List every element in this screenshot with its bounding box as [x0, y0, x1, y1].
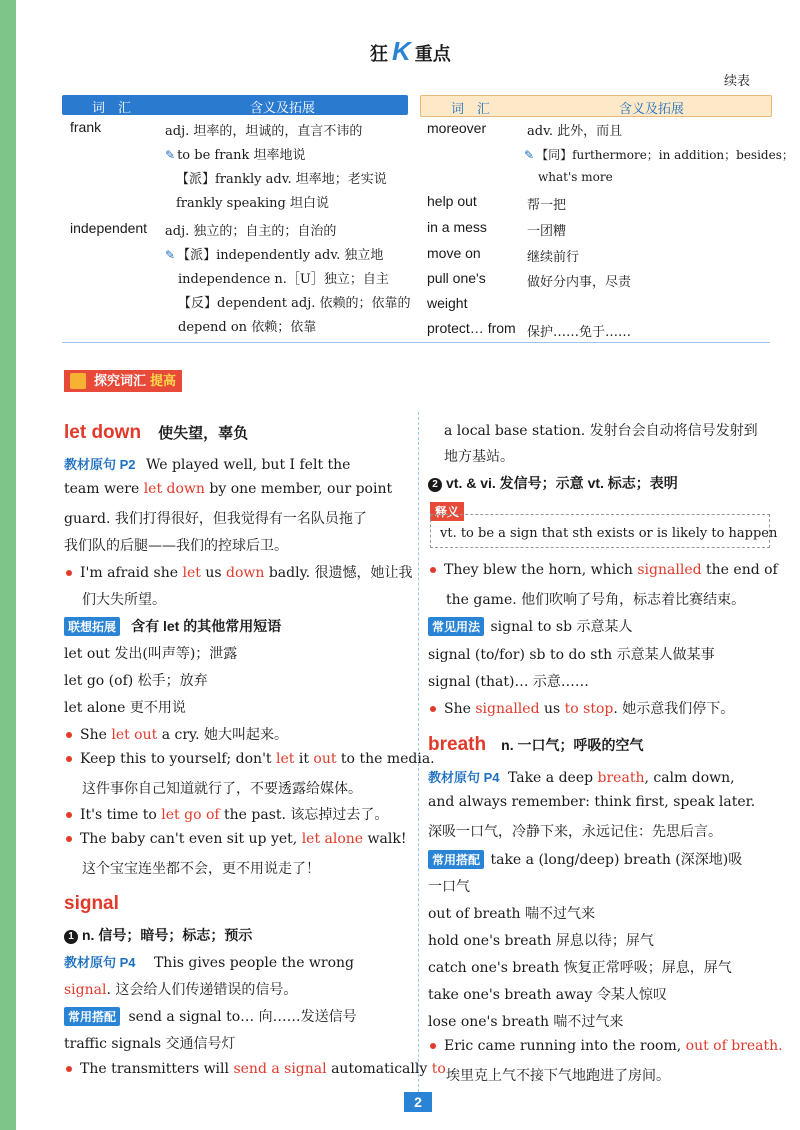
bullet-1-cont: 们大失所望。: [82, 592, 166, 608]
table-header-left: 词 汇 含义及拓展: [62, 95, 408, 115]
section-banner: 探究词汇 提高: [64, 370, 182, 392]
bullet-2: She let out a cry. 她大叫起来。: [66, 724, 288, 744]
table-header-right: 词 汇 含义及拓展: [420, 95, 772, 117]
bullet-9-cont: 埃里克上气不接下气地跑进了房间。: [446, 1068, 670, 1084]
phrase-let-go: let go (of) 松手；放弃: [64, 673, 208, 689]
example-line-1: 教材原句 P2 We played well, but I felt the: [64, 457, 351, 473]
breath-example-2: and always remember: think first, speak later.: [428, 794, 756, 810]
bullet-3-cont: 这件事你自己知道就行了，不要透露给媒体。: [82, 781, 362, 797]
bullet-4: It's time to let go of the past. 该忘掉过去了。: [66, 804, 388, 824]
frank-line-4: frankly speaking 坦白说: [176, 196, 329, 211]
independent-line-3: independence n.［U］独立；自主: [178, 272, 389, 287]
signal-cont-2: 地方基站。: [444, 449, 514, 465]
word-protect-from: protect… from: [427, 320, 516, 336]
bullet-3: Keep this to yourself; don't let it out to the media.: [66, 751, 435, 767]
example-line-3: guard. 我们打得很好，但我觉得有一名队员拖了: [64, 511, 367, 527]
bullet-6: The transmitters will send a signal automatically to: [66, 1061, 446, 1077]
word-independent: independent: [70, 220, 148, 236]
signal-example-1: 教材原句 P4 This gives people the wrong: [64, 955, 355, 971]
bullet-8: She signalled us to stop. 她示意我们停下。: [430, 698, 734, 718]
frank-line-2: ✎ to be frank 坦率地说: [165, 148, 306, 163]
help-out-meaning: 帮一把: [527, 198, 567, 213]
independent-line-1: adj. 独立的；自主的；自治的: [165, 224, 337, 239]
breath-collocation-5: take one's breath away 令某人惊叹: [428, 987, 667, 1003]
word-move-on: move on: [427, 245, 481, 261]
bullet-5-cont: 这个宝宝连坐都不会，更不用说走了！: [82, 861, 320, 877]
moreover-line-1: adv. 此外，而且: [527, 124, 623, 139]
protect-from-meaning: 保护……免于……: [527, 325, 632, 340]
word-pull-ones: pull one's: [427, 270, 486, 286]
entry-let-down: let down 使失望，辜负: [64, 422, 249, 443]
page-number: 2: [404, 1092, 432, 1112]
word-help-out: help out: [427, 193, 477, 209]
word-frank: frank: [70, 119, 102, 135]
independent-line-5: depend on 依赖；依靠: [178, 320, 317, 335]
bullet-7: They blew the horn, which signalled the end of: [430, 562, 778, 578]
bullet-7-cont: the game. 他们吹响了号角，标志着比赛结束。: [446, 592, 746, 608]
pen-icon: ✎: [165, 148, 176, 162]
breath-collocation-4: catch one's breath 恢复正常呼吸；屏息，屏气: [428, 960, 732, 976]
word-moreover: moreover: [427, 120, 487, 136]
breath-example-1: 教材原句 P4 Take a deep breath, calm down,: [428, 770, 735, 786]
usage-1: 常见用法 signal to sb 示意某人: [428, 616, 633, 636]
definition-text: vt. to be a sign that sth exists or is likely to happen: [440, 526, 778, 541]
entry-signal: signal: [64, 893, 119, 914]
example-line-4: 我们队的后腿——我们的控球后卫。: [64, 538, 288, 554]
word-weight: weight: [427, 295, 468, 311]
independent-line-2: ✎ 【派】independently adv. 独立地: [165, 248, 384, 263]
phrase-let-out: let out 发出(叫声等)；泄露: [64, 646, 238, 662]
signal-cont-1: a local base station. 发射台会自动将信号发射到: [444, 423, 758, 439]
bullet-5: The baby can't even sit up yet, let alone walk!: [66, 831, 406, 847]
breath-collocation-1: 常用搭配 take a (long/deep) breath (深深地)吸: [428, 849, 742, 869]
pull-ones-meaning: 做好分内事，尽责: [527, 275, 632, 290]
in-a-mess-meaning: 一团糟: [527, 224, 567, 239]
breath-collocation-6: lose one's breath 喘不过气来: [428, 1014, 624, 1030]
pen-icon: ✎: [524, 148, 535, 162]
move-on-meaning: 继续前行: [527, 250, 580, 265]
bullet-9: Eric came running into the room, out of breath.: [430, 1038, 783, 1054]
usage-3: signal (that)… 示意……: [428, 674, 589, 690]
assoc-heading: 联想拓展 含有 let 的其他常用短语: [64, 616, 281, 636]
entry-breath: breath n. 一口气；呼吸的空气: [428, 734, 644, 755]
breath-collocation-1-cont: 一口气: [428, 879, 470, 895]
word-in-a-mess: in a mess: [427, 219, 487, 235]
moreover-line-2: ✎ 【同】furthermore；in addition；besides；: [524, 148, 794, 162]
moreover-line-3: what's more: [538, 170, 613, 184]
table-bottom-rule: [62, 342, 770, 343]
collocation-2: traffic signals 交通信号灯: [64, 1036, 236, 1052]
breath-collocation-3: hold one's breath 屏息以待；屏气: [428, 933, 654, 949]
signal-example-2: signal. 这会给人们传递错误的信号。: [64, 982, 298, 998]
bullet-1: I'm afraid she let us down badly. 很遗憾，她让我: [66, 562, 413, 582]
pen-icon: ✎: [165, 248, 176, 262]
frank-line-1: adj. 坦率的，坦诚的，直言不讳的: [165, 124, 363, 139]
frank-line-3: 【派】frankly adv. 坦率地；老实说: [176, 172, 387, 187]
breath-example-3: 深吸一口气，冷静下来，永远记住：先思后言。: [428, 824, 722, 840]
usage-2: signal (to/for) sb to do sth 示意某人做某事: [428, 647, 715, 663]
book-icon: [70, 373, 86, 389]
signal-noun-sense: 1 n. 信号；暗号；标志；预示: [64, 925, 252, 945]
definition-tag: 释义: [430, 502, 464, 521]
continued-label: 续表: [724, 73, 751, 88]
independent-line-4: 【反】dependent adj. 依赖的；依靠的: [178, 296, 411, 311]
side-stripe: [0, 0, 16, 1130]
phrase-let-alone: let alone 更不用说: [64, 700, 186, 716]
collocation-1: 常用搭配 send a signal to… 向……发送信号: [64, 1006, 357, 1026]
page-title: 狂 K 重点: [370, 36, 451, 66]
signal-verb-sense: 2 vt. & vi. 发信号；示意 vt. 标志；表明: [428, 473, 678, 493]
example-line-2: team were let down by one member, our point: [64, 481, 393, 497]
breath-collocation-2: out of breath 喘不过气来: [428, 906, 595, 922]
